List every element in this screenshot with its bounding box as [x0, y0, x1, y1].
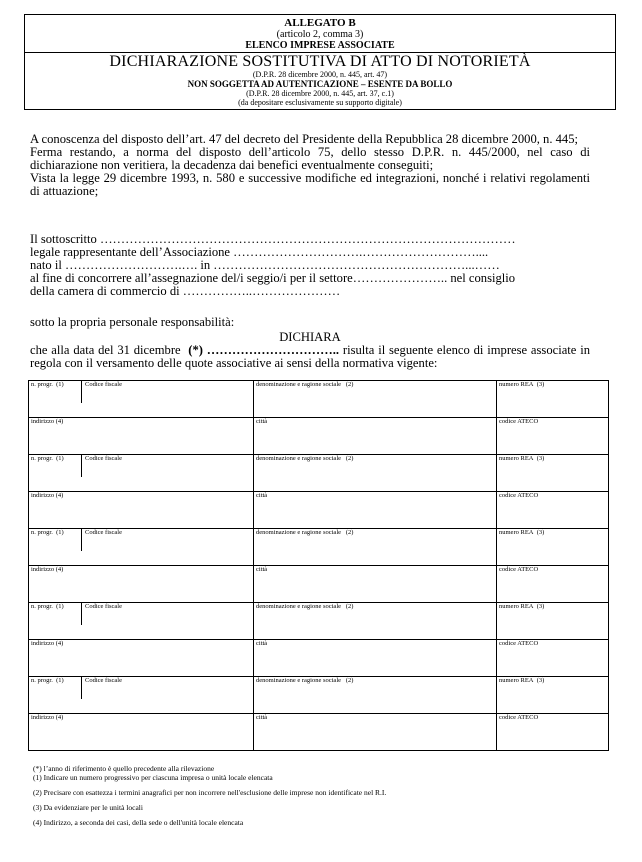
- denominazione-cell[interactable]: [254, 381, 497, 418]
- denominazione-label: denominazione e ragione sociale: [256, 603, 342, 610]
- n-progr-note: (1): [56, 603, 64, 610]
- n-progr-cell[interactable]: [31, 529, 82, 551]
- declaration-year-field[interactable]: (*) …………………………..: [188, 343, 343, 357]
- codice-ateco-cell[interactable]: [497, 418, 609, 455]
- denominazione-label: denominazione e ragione sociale: [256, 455, 342, 462]
- header-top: [25, 15, 615, 53]
- intro-section: [30, 133, 590, 198]
- intro-paragraph-3: Vista la legge 29 dicembre 1993, n. 580 e successive modifiche ed integrazioni, nonché i relativi regolamenti di attuazione;: [30, 171, 590, 198]
- codice-ateco-cell[interactable]: [497, 566, 609, 603]
- indirizzo-cell[interactable]: [29, 418, 254, 455]
- n-progr-note: (1): [56, 455, 64, 462]
- codice-ateco-cell[interactable]: [497, 492, 609, 529]
- indirizzo-label: indirizzo (4): [31, 418, 64, 425]
- numero-rea-note: (3): [536, 529, 545, 536]
- numero-rea-label: numero REA: [499, 529, 534, 536]
- sector-line[interactable]: al fine di concorrere all’assegnazione del/i seggio/i per il settore………………….. nel consiglio: [30, 272, 516, 285]
- progr-cf-cell[interactable]: [29, 529, 254, 566]
- n-progr-cell[interactable]: [31, 455, 82, 477]
- n-progr-label: n. progr.: [31, 455, 53, 462]
- citta-cell[interactable]: [254, 640, 497, 677]
- table-row: [29, 566, 609, 603]
- denominazione-note: (2): [345, 381, 354, 388]
- progr-cf-cell[interactable]: [29, 603, 254, 640]
- declaration-rest: risulta il seguente elenco di imprese associate in regola con il versamento delle quote associative ai sensi della normativa vigente:: [30, 343, 591, 370]
- citta-cell[interactable]: [254, 566, 497, 603]
- numero-rea-note: (3): [536, 603, 545, 610]
- denominazione-label: denominazione e ragione sociale: [256, 677, 342, 684]
- citta-label: città: [256, 640, 268, 647]
- denominazione-note: (2): [345, 529, 354, 536]
- n-progr-cell[interactable]: [31, 603, 82, 625]
- citta-cell[interactable]: [254, 418, 497, 455]
- denominazione-cell[interactable]: [254, 529, 497, 566]
- n-progr-label: n. progr.: [31, 603, 53, 610]
- table-row: [29, 714, 609, 751]
- indirizzo-label: indirizzo (4): [31, 640, 64, 647]
- citta-label: città: [256, 492, 268, 499]
- codice-fiscale-label: Codice fiscale: [85, 455, 122, 462]
- n-progr-cell[interactable]: [31, 677, 82, 699]
- numero-rea-note: (3): [536, 455, 545, 462]
- numero-rea-note: (3): [536, 677, 545, 684]
- footnote-2: (2) Precisare con esattezza i termini anagrafici per non incorrere nell'esclusione delle imprese non identificate nel R.I.: [33, 788, 387, 797]
- n-progr-label: n. progr.: [31, 381, 53, 388]
- denominazione-label: denominazione e ragione sociale: [256, 529, 342, 536]
- dichiara-heading: DICHIARA: [279, 330, 341, 344]
- indirizzo-label: indirizzo (4): [31, 492, 64, 499]
- table-row: [29, 381, 609, 418]
- citta-label: città: [256, 714, 268, 721]
- header-bottom: [25, 53, 615, 109]
- indirizzo-label: indirizzo (4): [31, 566, 64, 573]
- indirizzo-label: indirizzo (4): [31, 714, 64, 721]
- codice-ateco-label: codice ATECO: [499, 492, 539, 499]
- footnote-3: (3) Da evidenziare per le unità locali: [33, 803, 143, 812]
- table-row: [29, 640, 609, 677]
- n-progr-note: (1): [56, 381, 64, 388]
- indirizzo-cell[interactable]: [29, 640, 254, 677]
- declaration-text: [30, 344, 590, 370]
- numero-rea-cell[interactable]: [497, 603, 609, 640]
- intro-paragraph-1: A conoscenza del disposto dell’art. 47 del decreto del Presidente della Repubblica 28 dicembre 2000, n. 445;: [30, 132, 579, 146]
- document-title: DICHIARAZIONE SOSTITUTIVA DI ATTO DI NOTORIETÀ: [109, 53, 531, 70]
- birth-line[interactable]: nato il ……………………….…. in ……………………………………………………...……: [30, 259, 500, 272]
- denominazione-cell[interactable]: [254, 603, 497, 640]
- table-row: [29, 455, 609, 492]
- declaration-date-label: che alla data del 31 dicembre: [30, 343, 181, 357]
- allegato-label: ALLEGATO B: [284, 17, 356, 29]
- denominazione-note: (2): [345, 455, 354, 462]
- progr-cf-cell[interactable]: [29, 677, 254, 714]
- table-row: [29, 603, 609, 640]
- codice-ateco-label: codice ATECO: [499, 566, 539, 573]
- elenco-title: ELENCO IMPRESE ASSOCIATE: [245, 40, 395, 51]
- codice-ateco-label: codice ATECO: [499, 418, 539, 425]
- table-row: [29, 418, 609, 455]
- law-ref-1: (D.P.R. 28 dicembre 2000, n. 445, art. 47): [252, 70, 388, 79]
- citta-label: città: [256, 566, 268, 573]
- exemption-note: NON SOGGETTA AD AUTENTICAZIONE – ESENTE DA BOLLO: [187, 79, 453, 89]
- document-header: [24, 14, 616, 110]
- denominazione-cell[interactable]: [254, 677, 497, 714]
- n-progr-label: n. progr.: [31, 529, 53, 536]
- table-row: [29, 492, 609, 529]
- numero-rea-label: numero REA: [499, 381, 534, 388]
- footnote-1: (1) Indicare un numero progressivo per ciascuna impresa o unità locale elencata: [33, 773, 273, 782]
- numero-rea-cell[interactable]: [497, 455, 609, 492]
- associates-table-body: [29, 381, 609, 751]
- indirizzo-cell[interactable]: [29, 492, 254, 529]
- intro-paragraph-2: Ferma restando, a norma del disposto dell’articolo 75, dello stesso D.P.R. n. 445/2000, nel caso di dichiarazione non veritiera, la decadenza dai benefici eventualmente conseguiti;: [30, 145, 590, 172]
- n-progr-cell[interactable]: [31, 381, 82, 403]
- declarant-section: [30, 233, 590, 298]
- denominazione-label: denominazione e ragione sociale: [256, 381, 342, 388]
- law-ref-2: (D.P.R. 28 dicembre 2000, n. 445, art. 37, c.1): [246, 89, 394, 98]
- numero-rea-cell[interactable]: [497, 677, 609, 714]
- codice-fiscale-label: Codice fiscale: [85, 381, 122, 388]
- numero-rea-label: numero REA: [499, 677, 534, 684]
- codice-ateco-label: codice ATECO: [499, 714, 539, 721]
- numero-rea-cell[interactable]: [497, 381, 609, 418]
- numero-rea-label: numero REA: [499, 603, 534, 610]
- numero-rea-label: numero REA: [499, 455, 534, 462]
- numero-rea-cell[interactable]: [497, 529, 609, 566]
- associates-table: [28, 380, 609, 751]
- n-progr-note: (1): [56, 677, 64, 684]
- codice-ateco-cell[interactable]: [497, 714, 609, 751]
- indirizzo-cell[interactable]: [29, 714, 254, 751]
- declarant-name-line[interactable]: Il sottoscritto ………………………………………………………………………………………: [30, 233, 516, 246]
- codice-ateco-label: codice ATECO: [499, 640, 539, 647]
- indirizzo-cell[interactable]: [29, 566, 254, 603]
- codice-fiscale-label: Codice fiscale: [85, 529, 122, 536]
- declaration-section: [30, 316, 590, 370]
- footnotes: [33, 764, 613, 827]
- citta-cell[interactable]: [254, 714, 497, 751]
- denominazione-note: (2): [345, 677, 354, 684]
- codice-fiscale-label: Codice fiscale: [85, 677, 122, 684]
- citta-cell[interactable]: [254, 492, 497, 529]
- citta-label: città: [256, 418, 268, 425]
- table-row: [29, 529, 609, 566]
- numero-rea-note: (3): [536, 381, 545, 388]
- responsibility-text: sotto la propria personale responsabilità:: [30, 315, 235, 329]
- footnote-4: (4) Indirizzo, a seconda dei casi, della sede o dell'unità locale elencata: [33, 818, 244, 827]
- footnote-star: (*) l’anno di riferimento è quello precedente alla rilevazione: [33, 764, 215, 773]
- codice-ateco-cell[interactable]: [497, 640, 609, 677]
- n-progr-note: (1): [56, 529, 64, 536]
- table-row: [29, 677, 609, 714]
- deposit-note: (da depositare esclusivamente su supporto digitale): [238, 98, 402, 107]
- codice-fiscale-label: Codice fiscale: [85, 603, 122, 610]
- n-progr-label: n. progr.: [31, 677, 53, 684]
- association-line[interactable]: legale rappresentante dell’Associazione ………………………….………………………....: [30, 246, 489, 259]
- progr-cf-cell[interactable]: [29, 381, 254, 418]
- denominazione-cell[interactable]: [254, 455, 497, 492]
- progr-cf-cell[interactable]: [29, 455, 254, 492]
- chamber-line[interactable]: della camera di commercio di ……………..…………………: [30, 285, 341, 298]
- articolo-ref: (articolo 2, comma 3): [276, 29, 364, 40]
- denominazione-note: (2): [345, 603, 354, 610]
